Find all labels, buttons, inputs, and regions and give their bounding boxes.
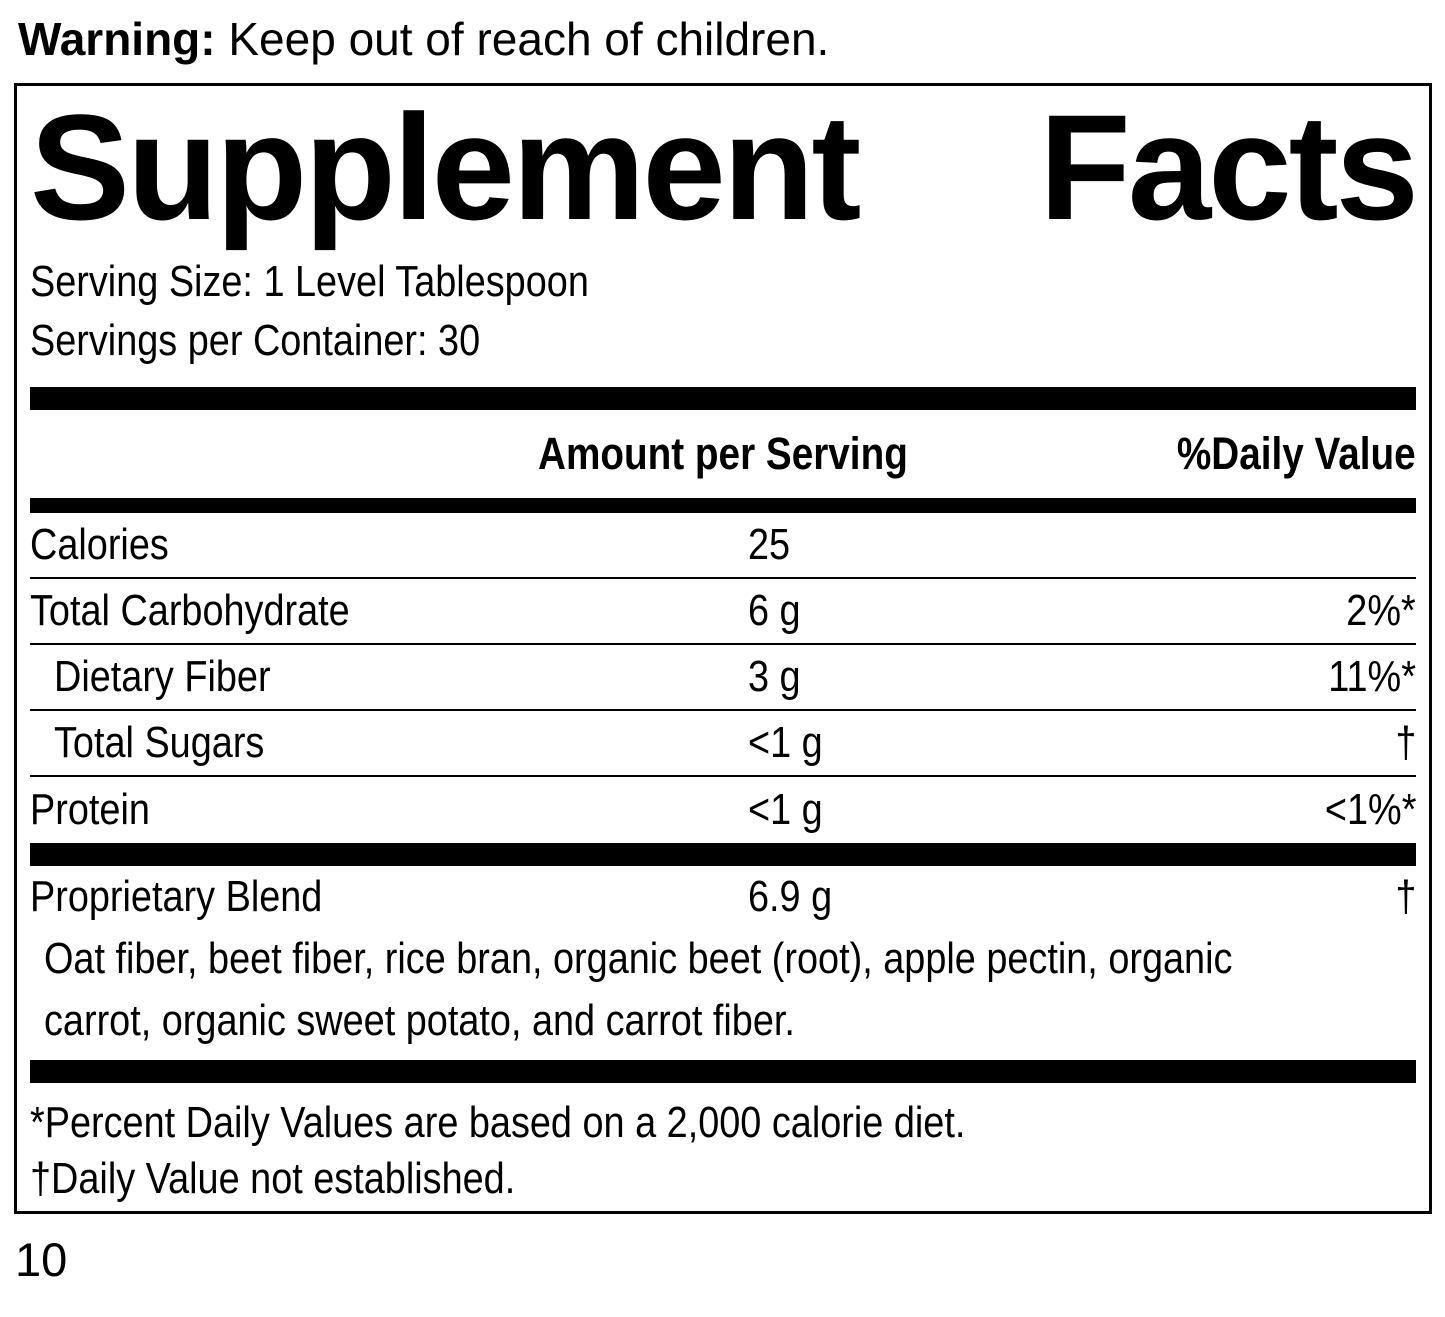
thick-divider-bar xyxy=(30,1060,1416,1083)
nutrient-daily-value: † xyxy=(1394,717,1416,767)
medium-divider-bar xyxy=(30,498,1416,513)
daily-value-header: %Daily Value xyxy=(1177,427,1416,479)
row-total-sugars xyxy=(30,711,1416,777)
thick-divider-bar xyxy=(30,387,1416,410)
ingredients-line-1: Oat fiber, beet fiber, rice bran, organic beet (root), apple pectin, organic xyxy=(44,933,1233,983)
page-number: 10 xyxy=(15,1232,68,1286)
nutrient-daily-value: † xyxy=(1394,871,1416,921)
nutrient-amount: <1 g xyxy=(748,784,823,834)
row-total-carbohydrate xyxy=(30,579,1416,645)
nutrient-amount: <1 g xyxy=(748,717,823,767)
supplement-facts-panel xyxy=(14,83,1432,1214)
nutrient-name: Proprietary Blend xyxy=(30,871,323,921)
row-protein xyxy=(30,777,1416,843)
serving-size: Serving Size: 1 Level Tablespoon xyxy=(30,256,589,306)
amount-per-serving-header: Amount per Serving xyxy=(538,427,908,479)
nutrient-daily-value: 11%* xyxy=(1328,651,1416,701)
nutrient-daily-value: <1%* xyxy=(1324,784,1416,834)
thick-divider-bar xyxy=(30,843,1416,866)
footnote-daily-value-not-established: †Daily Value not established. xyxy=(30,1153,516,1203)
row-calories xyxy=(30,513,1416,579)
nutrient-amount: 25 xyxy=(748,519,791,569)
nutrient-name: Protein xyxy=(30,784,150,834)
nutrient-amount: 6 g xyxy=(748,585,801,635)
row-proprietary-blend xyxy=(30,866,1416,928)
nutrient-name: Dietary Fiber xyxy=(54,651,271,701)
nutrient-daily-value: 2%* xyxy=(1346,585,1416,635)
panel-title-word-facts: Facts xyxy=(1039,82,1416,251)
servings-per-container: Servings per Container: 30 xyxy=(30,316,481,366)
nutrient-name: Total Sugars xyxy=(54,717,265,767)
proprietary-blend-ingredients xyxy=(30,928,1416,1052)
nutrient-name: Calories xyxy=(30,519,169,569)
ingredients-line-2: carrot, organic sweet potato, and carrot fiber. xyxy=(44,995,795,1045)
warning-text xyxy=(18,10,1445,69)
footnote-percent-daily-values: *Percent Daily Values are based on a 2,000 calorie diet. xyxy=(30,1097,966,1147)
panel-title xyxy=(30,82,1416,251)
row-dietary-fiber xyxy=(30,645,1416,711)
warning-message: Keep out of reach of children. xyxy=(215,13,830,65)
nutrient-name: Total Carbohydrate xyxy=(30,585,350,635)
column-header-row xyxy=(30,410,1416,498)
warning-label: Warning: xyxy=(18,13,216,65)
panel-title-word-supplement: Supplement xyxy=(30,82,859,251)
nutrient-amount: 3 g xyxy=(748,651,801,701)
footnotes xyxy=(30,1095,1416,1207)
nutrient-amount: 6.9 g xyxy=(748,871,833,921)
